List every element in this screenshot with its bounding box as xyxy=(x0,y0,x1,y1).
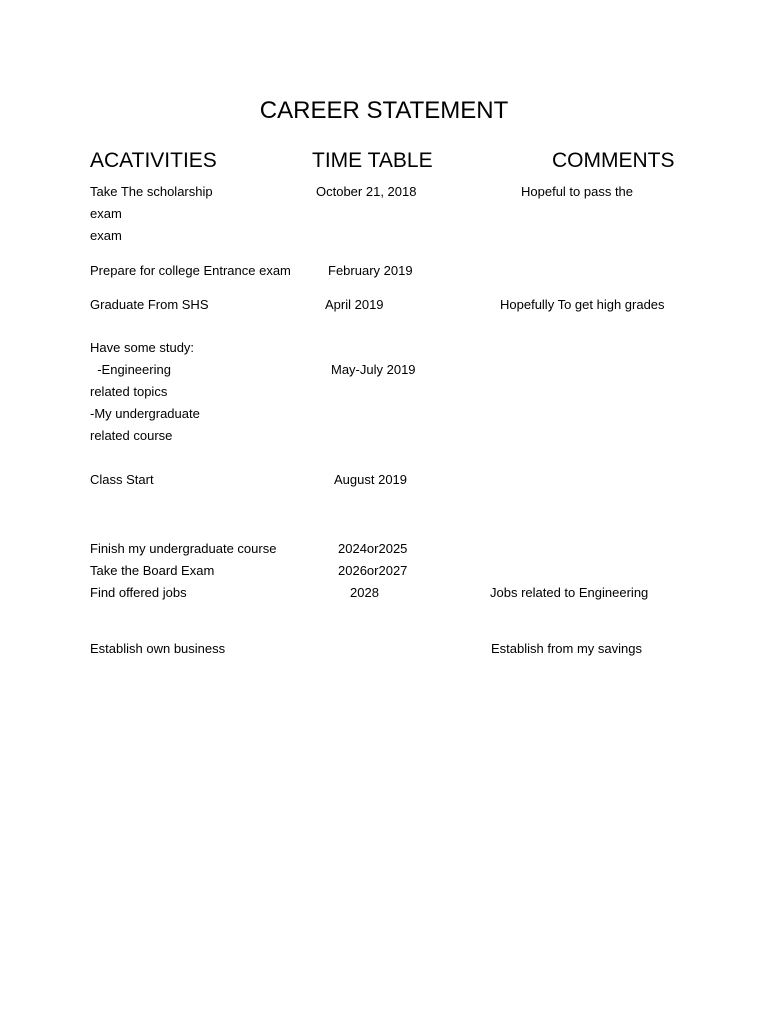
timetable-value: May-July 2019 xyxy=(331,362,416,377)
activity-line: -My undergraduate xyxy=(90,406,200,421)
activity-line: Have some study: xyxy=(90,340,195,355)
comment-value: Jobs related to Engineering xyxy=(490,585,649,600)
activity-line: exam xyxy=(90,228,122,243)
header-comments: COMMENTS xyxy=(552,149,675,172)
timetable-value: October 21, 2018 xyxy=(316,184,417,199)
activity-line: Graduate From SHS xyxy=(90,297,209,312)
header-timetable: TIME TABLE xyxy=(312,149,433,172)
activity-line: Class Start xyxy=(90,472,154,487)
timetable-value: 2026or2027 xyxy=(338,563,408,578)
timetable-value: August 2019 xyxy=(334,472,408,487)
activity-line: related topics xyxy=(90,384,168,399)
activity-line: Prepare for college Entrance exam xyxy=(90,263,291,278)
activity-line: Finish my undergraduate course xyxy=(90,541,277,556)
activity-line: exam xyxy=(90,206,122,221)
activity-line: related course xyxy=(90,428,173,443)
timetable-value: February 2019 xyxy=(328,263,413,278)
timetable-value: 2024or2025 xyxy=(338,541,408,556)
timetable-value: April 2019 xyxy=(325,297,384,312)
comment-value: Establish from my savings xyxy=(491,641,642,656)
comment-value: Hopefully To get high grades xyxy=(500,297,665,312)
header-activities: ACATIVITIES xyxy=(90,149,217,172)
activity-line: Establish own business xyxy=(90,641,226,656)
activity-line: Find offered jobs xyxy=(90,585,187,600)
activity-line: Take The scholarship xyxy=(90,184,213,199)
timetable-value: 2028 xyxy=(350,585,379,600)
activity-line: -Engineering xyxy=(90,362,171,377)
comment-value: Hopeful to pass the xyxy=(521,184,634,199)
document-title: CAREER STATEMENT xyxy=(259,97,509,124)
activity-line: Take the Board Exam xyxy=(90,563,215,578)
